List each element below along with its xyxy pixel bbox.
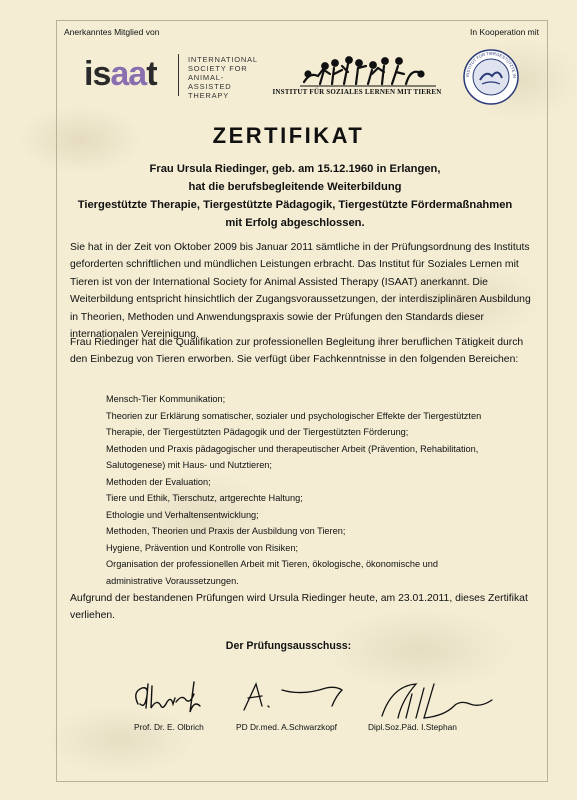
competence-list <box>106 391 526 589</box>
isaat-logo <box>84 50 264 98</box>
certificate-intro: Frau Ursula Riedinger, geb. am 15.12.1960 in Erlangen, hat die berufsbegleitende Weiterbildung Tiergestützte Therapie, Tiergestützte Pädagogik, Tiergestützte Fördermaßnahmen mit Erfolg abgeschlossen. <box>77 163 513 229</box>
signatory-name: Prof. Dr. E. Olbrich <box>134 722 204 732</box>
committee-heading: Der Prüfungsausschuss: <box>225 640 352 652</box>
list-item: Theorien zur Erklärung somatischer, sozialer und psychologischer Effekte der Tiergestützten <box>106 410 482 421</box>
logo-divider <box>178 54 179 96</box>
list-item: Therapie, der Tiergestützten Pädagogik und der Tiergestützten Förderung; <box>106 427 409 437</box>
signatory-name: Dipl.Soz.Päd. I.Stephan <box>368 722 457 732</box>
cooperation-seal-icon <box>462 48 520 106</box>
list-item: Organisation der professionellen Arbeit mit Tieren, ökologische, ökonomische und <box>106 559 438 569</box>
list-item: Methoden und Praxis pädagogischer und therapeutischer Arbeit (Prävention, Rehabilitation, <box>106 443 479 454</box>
isaat-wordmark: isaat <box>84 55 157 93</box>
signature-schwarzkopf-icon <box>238 676 348 720</box>
list-item: Salutogenese) mit Haus- und Nutztieren; <box>106 460 272 470</box>
list-item: Tiere und Ethik, Tierschutz, artgerechte Haltung; <box>106 493 303 503</box>
paragraph-qualification: Frau Riedinger hat die Qualifikation zur professionellen Begleitung ihrer beruflichen Tätigkeit durch den Einbezug von Tieren erworben. Sie verfügt über Fachkenntnisse in den folgenden Bereichen: <box>70 337 524 366</box>
paragraph-award: Aufgrund der bestandenen Prüfungen wird Ursula Riedinger heute, am 23.01.2011, dieses Zertifikat verliehen. <box>70 593 528 622</box>
list-item: Mensch-Tier Kommunikation; <box>106 394 226 404</box>
signatory-name: PD Dr.med. A.Schwarzkopf <box>236 722 338 732</box>
member-label: Anerkanntes Mitglied von <box>64 27 160 37</box>
signature-olbrich-icon <box>130 676 210 720</box>
paragraph-training: Sie hat in der Zeit von Oktober 2009 bis Januar 2011 sämtliche in der Prüfungsordnung des Instituts geforderten schriftlichen und mündlichen Leistungen erbracht. Das Institut für Soziales Lernen mit Tieren ist von der International Society for Animal Assisted Therapy (ISAAT) anerkannt. Die Weiterbildung entspricht hinsichtlich der Zugangsvoraussetzungen, der interdisziplinären Ausbildung in Theorien, Methoden und Anwendungspraxis sowie der Prüfungen den Standards dieser internationalen Vereinigung. <box>70 242 531 341</box>
svg-text:INSTITUT FÜR TIERGESTÜTZTE INT: INSTITUT FÜR TIERGESTÜTZTE IN <box>464 50 518 78</box>
list-item: Ethologie und Verhaltensentwicklung; <box>106 509 259 520</box>
isaat-full-name: INTERNATIONAL SOCIETY FOR ANIMAL- ASSISTED THERAPY <box>188 55 258 100</box>
list-item: Hygiene, Prävention und Kontrolle von Risiken; <box>106 542 299 553</box>
certificate-title: ZERTIFIKAT <box>212 123 365 148</box>
cooperation-label: In Kooperation mit <box>470 27 539 37</box>
list-item: Methoden, Theorien und Praxis der Ausbildung von Tieren; <box>106 526 346 536</box>
list-item: administrative Voraussetzungen. <box>106 575 239 586</box>
list-item: Methoden der Evaluation; <box>106 476 211 487</box>
institut-caption: INSTITUT FÜR SOZIALES LERNEN MIT TIEREN <box>272 88 442 96</box>
signature-stephan-icon <box>378 676 498 722</box>
